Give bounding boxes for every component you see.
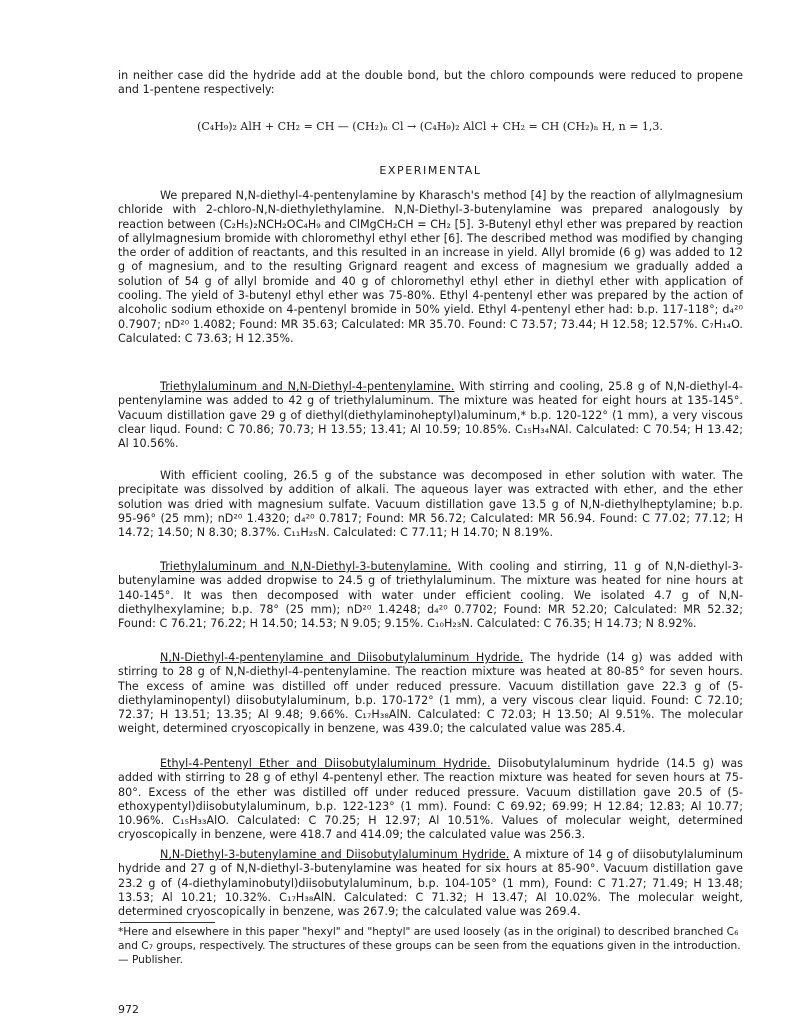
paragraph-pentenyl-ether-hydride [118, 757, 743, 843]
page-number: 972 [118, 1003, 139, 1016]
paragraph-title: N,N-Diethyl-3-butenylamine and Diisobutylaluminum Hydride. [160, 848, 510, 861]
paragraph-butenylamine-hydride [118, 848, 743, 919]
footnote-divider [120, 922, 215, 923]
paragraph-text: A mixture of 14 g of diisobutylaluminum hydride and 27 g of N,N-diethyl-3-butenylamine was heated for six hours at 85-90°. Vacuum distillation gave 23.2 g of (4-diethylaminobutyl)diisobutylaluminum, b.p. 104-105° (1 mm), Found: C 71.27; 71.49; H 13.48; 13.53; Al 10.21; 10.32%. C₁₇H₃₈AlN. Calculated: C 71.32; H 13.47; Al 10.02%. The molecular weight, determined cryoscopically in benzene, was 267.9; the calculated value was 269.4. [118, 848, 743, 919]
paragraph-text: With cooling and stirring, 11 g of N,N-diethyl-3-butenylamine was added dropwise to 24.5 g of triethylaluminum. The mixture was heated for nine hours at 140-145°. It was then decomposed with water under efficient cooling. We isolated 4.7 g of N,N-diethylhexylamine; b.p. 78° (25 mm); nD²⁰ 1.4248; d₄²⁰ 0.7702; Found: MR 52.20; Calculated: MR 52.32; Found: C 76.21; 76.22; H 14.50; 14.53; N 9.05; 9.15%. C₁₀H₂₃N. Calculated: C 76.35; H 14.73; N 8.92%. [118, 560, 743, 631]
paragraph-text: With efficient cooling, 26.5 g of the substance was decomposed in ether solution with water. The precipitate was dissolved by addition of alkali. The aqueous layer was extracted with ether, and the ether solution was dried with magnesium sulfate. Vacuum distillation gave 13.5 g of N,N-diethylheptylamine; b.p. 95-96° (25 mm); nD²⁰ 1.4320; d₄²⁰ 0.7817; Found: MR 56.72; Calculated: MR 56.94. Found: C 77.02; 77.12; H 14.72; 14.50; N 8.30; 8.37%. C₁₁H₂₅N. Calculated: C 77.11; H 14.70; N 8.19%. [118, 469, 743, 540]
intro-text: in neither case did the hydride add at the double bond, but the chloro compounds were reduced to propene and 1-pentene respectively: [118, 69, 743, 97]
paragraph-title: Ethyl-4-Pentenyl Ether and Diisobutylaluminum Hydride. [160, 757, 491, 770]
reaction-equation: (C₄H₉)₂ AlH + CH₂ = CH — (CH₂)ₙ Cl → (C₄H₉)₂ AlCl + CH₂ = CH (CH₂)ₙ H, n = 1,3. [197, 120, 663, 133]
paragraph-title: N,N-Diethyl-4-pentenylamine and Diisobutylaluminum Hydride. [160, 651, 524, 664]
paragraph-title: Triethylaluminum and N,N-Diethyl-4-pentenylamine. [160, 380, 455, 393]
paragraph-title: Triethylaluminum and N,N-Diethyl-3-butenylamine. [160, 560, 452, 573]
paragraph-decomposition [118, 469, 743, 540]
paragraph-triethylaluminum-pentenylamine [118, 380, 743, 451]
paragraph-experimental-intro [118, 189, 743, 346]
paragraph-text: With stirring and cooling, 25.8 g of N,N-diethyl-4-pentenylamine was added to 42 g of triethylaluminum. The mixture was heated for eight hours at 135-145°. Vacuum distillation gave 29 g of diethyl(diethylaminoheptyl)aluminum,* b.p. 120-122° (1 mm), a very viscous clear liqud. Found: C 70.86; 70.73; H 13.55; 13.41; Al 10.59; 10.85%. C₁₅H₃₄NAl. Calculated: C 70.54; H 13.42; Al 10.56%. [118, 380, 743, 451]
paragraph-text: Diisobutylaluminum hydride (14.5 g) was added with stirring to 28 g of ethyl 4-pentenyl ether. The reaction mixture was heated for seven hours at 75-80°. Excess of the ether was distilled off under reduced pressure. Vacuum distillation gave 20.5 of (5-ethoxypentyl)diisobutylaluminum, b.p. 122-123° (1 mm). Found: C 69.92; 69.99; H 12.84; 12.83; Al 10.77; 10.96%. C₁₅H₃₃AlO. Calculated: C 70.25; H 12.97; Al 10.51%. Values of molecular weight, determined cryoscopically in benzene, were 418.7 and 414.09; the calculated value was 256.3. [118, 757, 744, 842]
footnote: *Here and elsewhere in this paper "hexyl" and "heptyl" are used loosely (as in the original) to described branched C₆ and C₇ groups, respectively. The structures of these groups can be seen from the equations given in the introduction. — Publisher. [118, 926, 741, 966]
paragraph-text: We prepared N,N-diethyl-4-pentenylamine by Kharasch's method [4] by the reaction of allylmagnesium chloride with 2-chloro-N,N-diethylethylamine. N,N-Diethyl-3-butenylamine was prepared analogously by reaction between (C₂H₅)₂NCH₂OC₄H₉ and ClMgCH₂CH = CH₂ [5]. 3-Butenyl ethyl ether was prepared by reaction of allylmagnesium bromide with chloromethyl ethyl ether [6]. The described method was modified by changing the order of addition of reactants, and this resulted in an increase in yield. Allyl bromide (6 g) was added to 12 g of magnesium, and to the resulting Grignard reagent and excess of magnesium we gradually added a solution of 54 g of allyl bromide and 40 g of chloromethyl ethyl ether in diethyl ether with application of cooling. The yield of 3-butenyl ethyl ether was 75-80%. Ethyl 4-pentenyl ether was prepared by the action of alcoholic sodium ethoxide on 4-pentenyl bromide in 50% yield. Ethyl 4-pentenyl ether had: b.p. 117-118°; d₄²⁰ 0.7907; nD²⁰ 1.4082; Found: MR 35.63; Calculated: MR 35.70. Found: C 73.57; 73.44; H 12.58; 12.57%. C₇H₁₄O. Calculated: C 73.63; H 12.35%. [118, 189, 743, 345]
paragraph-pentenylamine-hydride [118, 651, 743, 737]
paragraph-text: The hydride (14 g) was added with stirring to 28 g of N,N-diethyl-4-pentenylamine. The reaction mixture was heated at 80-85° for seven hours. The excess of amine was distilled off under reduced pressure. Vacuum distillation gave 22.3 g of (5-diethylaminopentyl) diisobutylaluminum, b.p. 170-172° (1 mm), a very viscous clear liquid. Found: C 72.10; 72.37; H 13.51; 13.35; Al 9.48; 9.66%. C₁₇H₃₈AlN. Calculated: C 72.03; H 13.50; Al 9.51%. The molecular weight, determined cryoscopically in benzene, was 439.0; the calculated value was 285.4. [118, 651, 743, 736]
paragraph-triethylaluminum-butenylamine [118, 560, 743, 631]
section-heading: EXPERIMENTAL [379, 164, 482, 177]
